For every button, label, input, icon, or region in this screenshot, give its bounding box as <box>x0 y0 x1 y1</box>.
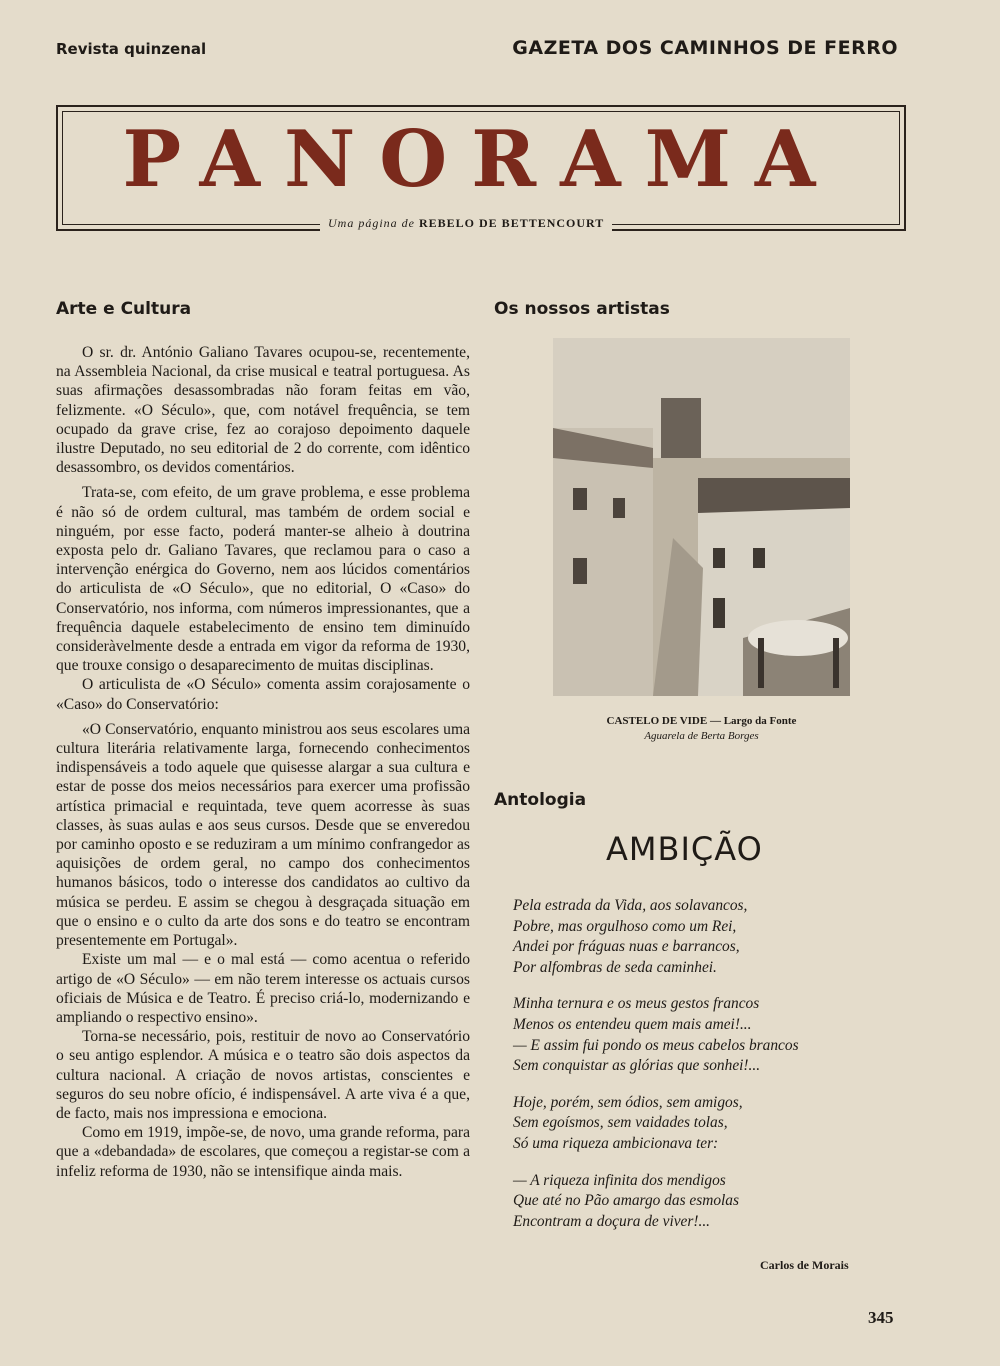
image-caption <box>553 714 850 744</box>
poem-line: Andei por fráguas nuas e barrancos, <box>513 938 740 956</box>
poem-line: Pobre, mas orgulhoso como um Rei, <box>513 917 737 935</box>
article-paragraph: O sr. dr. António Galiano Tavares ocupou-se, recentemente, na Assembleia Nacional, da crise musical e teatral portuguesa. As suas afirmações desassombradas não foram feitas em vão, felizmente. «O Século», que, com notável frequência, se tem ocupado da grave crise, fez ao corajoso depoimento daquele ilustre Deputado, no seu editorial de 2 do corrente, com idêntico desassombro, os devidos comentários. <box>56 344 470 477</box>
caption-title: CASTELO DE VIDE — Largo da Fonte <box>606 715 797 727</box>
castle-street-illustration <box>553 338 850 696</box>
poem-line: Sem conquistar as glórias que sonhei!... <box>513 1057 761 1075</box>
poem-stanza <box>513 994 913 1076</box>
banner-subtitle-prefix: Uma página de <box>328 216 415 230</box>
poem-stanza <box>513 1171 913 1233</box>
article-paragraph: Como em 1919, impõe-se, de novo, uma grande reforma, para que a «debandada» de escolares, que começou a registar-se com a infeliz reforma de 1930, não se intensifique ainda mais. <box>56 1124 470 1180</box>
poem-author: Carlos de Morais <box>760 1258 849 1272</box>
header-right: GAZETA DOS CAMINHOS DE FERRO <box>512 37 898 59</box>
article-paragraph: O articulista de «O Século» comenta assim corajosamente o «Caso» do Conservatório: <box>56 676 470 713</box>
poem-line: — A riqueza infinita dos mendigos <box>513 1171 726 1189</box>
page-number: 345 <box>868 1308 894 1327</box>
header-left: Revista quinzenal <box>56 40 207 58</box>
banner-title: PANORAMA <box>122 114 840 205</box>
caption-credit: Aguarela de Berta Borges <box>644 730 759 742</box>
poem-line: Minha ternura e os meus gestos francos <box>513 995 760 1013</box>
article-heading: Arte e Cultura <box>56 299 192 319</box>
article-paragraph: Torna-se necessário, pois, restituir de novo ao Conservatório o seu antigo esplendor. A música e o teatro são dois aspectos da cultura nacional. A criação de novos artistas, conscientes e seguros do seu nobre ofício, é indispensável. A arte viva é a que, de facto, mais nos impressiona e emociona. <box>56 1028 470 1122</box>
poem-stanza <box>513 1093 913 1155</box>
poem-line: Pela estrada da Vida, aos solavancos, <box>513 897 748 914</box>
poem-line: — E assim fui pondo os meus cabelos brancos <box>513 1036 799 1054</box>
poem-line: Menos os entendeu quem mais amei!... <box>513 1015 752 1033</box>
poem-line: Hoje, porém, sem ódios, sem amigos, <box>513 1093 743 1111</box>
poem-line: Só uma riqueza ambicionava ter: <box>513 1134 719 1152</box>
article-paragraph: Trata-se, com efeito, de um grave problema, e esse problema é não só de ordem cultural, mas também de ordem social e ninguém, por esse facto, poderá manter-se alheio à doutrina exposta pelo dr. Galiano Tavares, que reclamou para o caso a intervenção enérgica do Governo, nem aos lúcidos comentários do articulista de «O Século», que no editorial, O «Caso» do Conservatório, nos informa, com números impressionantes, que a frequência daquele estabelecimento de ensino tem diminuído consideràvelmente desde a entrada em vigor da reforma de 1930, que trouxe consigo o desaparecimento de muitas disciplinas. <box>56 484 470 675</box>
banner-subtitle-author: REBELO DE BETTENCOURT <box>419 216 605 230</box>
article-paragraph: Existe um mal — e o mal está — como acentua o referido artigo de «O Século» — em não terem interesse os actuais cursos oficiais de Música e de Teatro. É preciso criá-lo, modernizando e ampliando o respectivo ensino». <box>56 951 470 1026</box>
banner-subtitle <box>320 216 612 231</box>
poem-line: Encontram a doçura de viver!... <box>513 1212 711 1230</box>
poem-line: Por alfombras de seda caminhei. <box>513 958 717 976</box>
poem-line: Sem egoísmos, sem vaidades tolas, <box>513 1114 728 1132</box>
article-body <box>56 343 470 1181</box>
article-quote: «O Conservatório, enquanto ministrou aos seus escolares uma cultura literária relativamente larga, fornecendo conhecimentos indispensáveis a todo aquele que quisesse alargar a sua cultura e estar de posse dos meios necessários para exercer uma profissão artística primacial e requintada, teve quem acorresse às suas classes, às suas aulas e aos seus cursos. Desde que se enveredou por caminho oposto e se reduziram a um mínimo confrangedor as aquisições de ordem geral, no campo dos conhecimentos humanos básicos, todo o interesse dos candidatos ao cultivo da música se perdeu. E assim se chegou à desgraçada situação em que o ensino e o culto da arte dos sons e do teatro se encontram presentemente em Portugal». <box>56 720 470 950</box>
poem-body <box>513 896 913 1248</box>
anthology-heading: Antologia <box>494 790 587 810</box>
poem-line: Que até no Pão amargo das esmolas <box>513 1192 739 1210</box>
watercolor-image <box>553 338 850 696</box>
artists-heading: Os nossos artistas <box>494 299 670 319</box>
poem-title: AMBIÇÃO <box>606 830 763 868</box>
panorama-banner <box>56 105 906 231</box>
poem-stanza <box>513 896 913 978</box>
